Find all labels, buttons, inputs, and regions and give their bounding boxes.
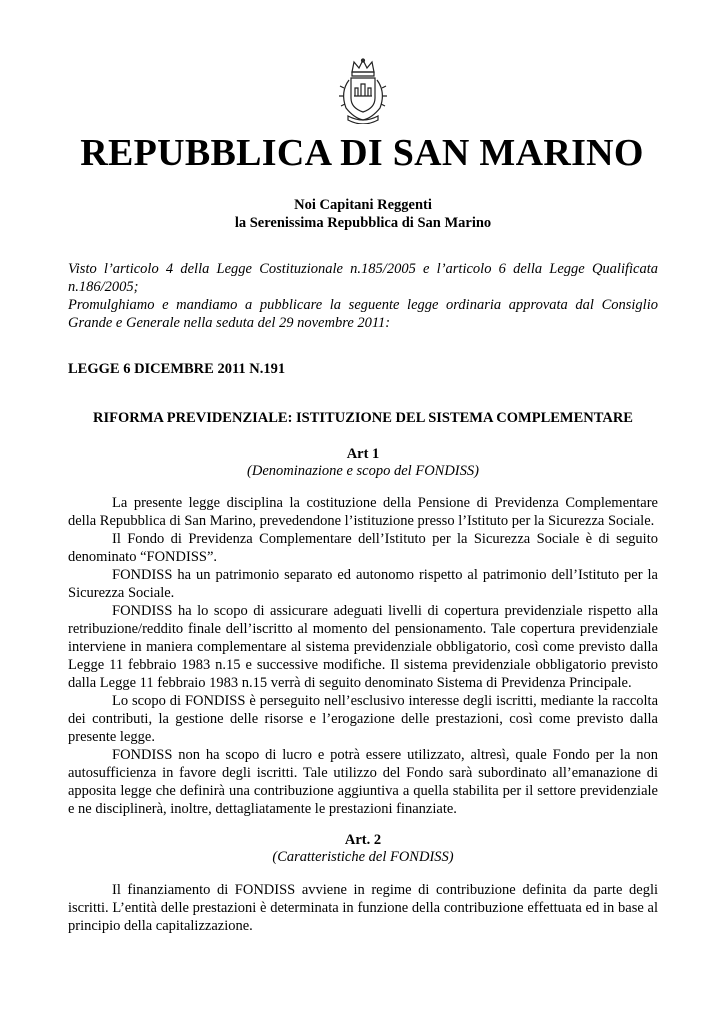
preamble-line-2: Promulghiamo e mandiamo a pubblicare la seguente legge ordinaria approvata dal Consiglio Grande e Generale nella seduta del 29 novembre 2011: <box>68 297 658 331</box>
art1-paragraph: Lo scopo di FONDISS è perseguito nell’esclusivo interesse degli iscritti, mediante la raccolta dei contributi, la gestione delle risorse e l’erogazione delle prestazioni, così come previsto dalla presente legge. <box>68 693 658 745</box>
coat-of-arms-icon <box>334 58 392 124</box>
art2-heading: Art. 2 <box>344 832 382 848</box>
law-title: LEGGE 6 DICEMBRE 2011 N.191 <box>68 361 286 377</box>
preamble <box>68 260 658 332</box>
preamble-line-1: Visto l’articolo 4 della Legge Costituzionale n.185/2005 e l’articolo 6 della Legge Qualificata n.186/2005; <box>68 261 658 295</box>
subtitle-line-1: Noi Capitani Reggenti <box>294 197 432 213</box>
art2-paragraph: Il finanziamento di FONDISS avviene in regime di contribuzione definita da parte degli iscritti. L’entità delle prestazioni è determinata in funzione della contribuzione effettuata ed in base al principio della capitalizzazione. <box>68 882 658 934</box>
art1-body <box>68 494 658 818</box>
art1-heading: Art 1 <box>346 446 380 462</box>
art1-paragraph: FONDISS ha lo scopo di assicurare adeguati livelli di copertura previdenziale rispetto alla retribuzione/reddito finale dell’iscritto al momento del pensionamento. Tale copertura previdenziale interviene in maniera complementare al sistema previdenziale obbligatorio, così come previsto dalla Legge 11 febbraio 1983 n.15 e successive modifiche. Il sistema previdenziale obbligatorio previsto dalla Legge 11 febbraio 1983 n.15 verrà di seguito denominato Sistema di Previdenza Principale. <box>68 603 658 691</box>
page-title: REPUBBLICA DI SAN MARINO <box>80 132 644 174</box>
art2-body <box>68 881 658 935</box>
art1-subheading: (Denominazione e scopo del FONDISS) <box>247 463 479 479</box>
art1-paragraph: Il Fondo di Previdenza Complementare dell’Istituto per la Sicurezza Sociale è di seguito denominato “FONDISS”. <box>68 531 658 565</box>
art1-paragraph: FONDISS non ha scopo di lucro e potrà essere utilizzato, altresì, quale Fondo per la non autosufficienza in favore degli iscritti. Tale utilizzo del Fondo sarà subordinato all’emanazione di apposita legge che definirà una contribuzione aggiuntiva a quella stabilita per il settore previdenziale e ne disciplinerà, inoltre, dettagliatamente le prestazioni finanziate. <box>68 747 658 817</box>
art1-paragraph: FONDISS ha un patrimonio separato ed autonomo rispetto al patrimonio dell’Istituto per la Sicurezza Sociale. <box>68 567 658 601</box>
subtitle-line-2: la Serenissima Repubblica di San Marino <box>234 215 492 231</box>
law-subject: RIFORMA PREVIDENZIALE: ISTITUZIONE DEL SISTEMA COMPLEMENTARE <box>93 410 633 426</box>
art2-subheading: (Caratteristiche del FONDISS) <box>272 849 454 865</box>
art1-paragraph: La presente legge disciplina la costituzione della Pensione di Previdenza Complementare della Repubblica di San Marino, prevedendone l’istituzione presso l’Istituto per la Sicurezza Sociale. <box>68 495 658 529</box>
